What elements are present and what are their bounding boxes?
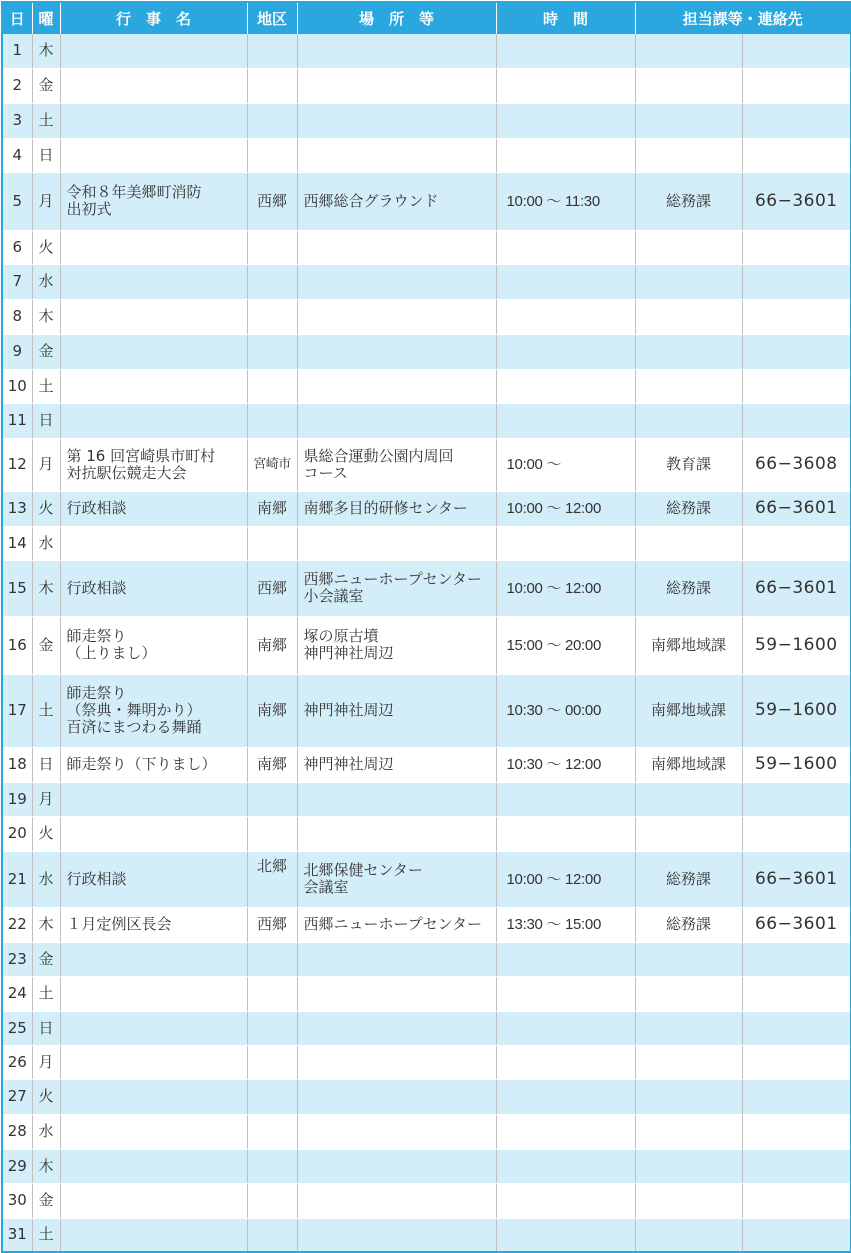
- time-cell: [496, 1149, 635, 1183]
- table-row: [2, 560, 851, 616]
- day-cell: 3: [2, 103, 32, 138]
- area-cell: 南郷: [247, 747, 297, 782]
- weekday-cell: 日: [32, 403, 60, 438]
- place-cell: [297, 942, 496, 976]
- weekday-cell: 日: [32, 138, 60, 172]
- phone-cell: 66−3601: [742, 560, 851, 616]
- phone-cell: 59−1600: [742, 747, 851, 782]
- department-cell: [635, 403, 742, 438]
- day-cell: 6: [2, 230, 32, 264]
- area-cell: [247, 138, 297, 172]
- header-time: 時 間: [496, 2, 635, 34]
- weekday-cell: 木: [32, 299, 60, 334]
- table-row: [2, 782, 851, 816]
- phone-cell: [742, 816, 851, 851]
- phone-cell: 66−3601: [742, 172, 851, 230]
- phone-cell: [742, 1183, 851, 1218]
- place-cell: [297, 34, 496, 68]
- place-cell: [297, 403, 496, 438]
- event-name-cell: [60, 138, 247, 172]
- weekday-cell: 金: [32, 942, 60, 976]
- area-cell: [247, 230, 297, 264]
- event-name-cell: 師走祭り （上りまし）: [60, 616, 247, 674]
- area-cell: 西郷: [247, 560, 297, 616]
- event-name-cell: [60, 299, 247, 334]
- schedule-body: [2, 34, 851, 1252]
- weekday-cell: 月: [32, 172, 60, 230]
- event-name-cell: 師走祭り （祭典・舞明かり） 百済にまつわる舞踊: [60, 674, 247, 747]
- day-cell: 24: [2, 976, 32, 1011]
- place-cell: [297, 68, 496, 103]
- department-cell: 総務課: [635, 172, 742, 230]
- area-cell: [247, 1149, 297, 1183]
- event-name-cell: [60, 942, 247, 976]
- time-cell: [496, 230, 635, 264]
- day-cell: 10: [2, 369, 32, 403]
- day-cell: 2: [2, 68, 32, 103]
- day-cell: 12: [2, 438, 32, 491]
- weekday-cell: 土: [32, 674, 60, 747]
- phone-cell: 59−1600: [742, 616, 851, 674]
- event-name-cell: 行政相談: [60, 851, 247, 907]
- time-cell: [496, 1079, 635, 1114]
- weekday-cell: 月: [32, 1045, 60, 1079]
- event-name-cell: [60, 1218, 247, 1252]
- day-cell: 29: [2, 1149, 32, 1183]
- event-name-cell: [60, 230, 247, 264]
- department-cell: [635, 526, 742, 560]
- place-cell: [297, 1114, 496, 1149]
- day-cell: 22: [2, 907, 32, 942]
- table-row: [2, 1045, 851, 1079]
- weekday-cell: 水: [32, 264, 60, 299]
- phone-cell: [742, 230, 851, 264]
- department-cell: [635, 1149, 742, 1183]
- header-day: 日: [2, 2, 32, 34]
- time-cell: 10:00 ～ 12:00: [496, 851, 635, 907]
- event-name-cell: [60, 103, 247, 138]
- department-cell: [635, 103, 742, 138]
- table-row: [2, 138, 851, 172]
- department-cell: 総務課: [635, 560, 742, 616]
- area-cell: [247, 1079, 297, 1114]
- place-cell: 県総合運動公園内周回 コース: [297, 438, 496, 491]
- area-cell: [247, 782, 297, 816]
- event-name-cell: [60, 334, 247, 369]
- place-cell: [297, 976, 496, 1011]
- day-cell: 8: [2, 299, 32, 334]
- department-cell: [635, 264, 742, 299]
- weekday-cell: 金: [32, 334, 60, 369]
- department-cell: [635, 1045, 742, 1079]
- phone-cell: [742, 369, 851, 403]
- time-cell: 10:00 ～ 12:00: [496, 560, 635, 616]
- day-cell: 14: [2, 526, 32, 560]
- day-cell: 26: [2, 1045, 32, 1079]
- time-cell: [496, 299, 635, 334]
- weekday-cell: 月: [32, 438, 60, 491]
- phone-cell: [742, 976, 851, 1011]
- event-name-cell: [60, 1011, 247, 1045]
- area-cell: [247, 369, 297, 403]
- event-name-cell: [60, 34, 247, 68]
- event-name-cell: [60, 1045, 247, 1079]
- place-cell: [297, 230, 496, 264]
- phone-cell: [742, 1114, 851, 1149]
- table-row: [2, 1079, 851, 1114]
- time-cell: 10:00 ～ 12:00: [496, 491, 635, 526]
- place-cell: [297, 782, 496, 816]
- time-cell: 10:30 ～ 12:00: [496, 747, 635, 782]
- place-cell: 神門神社周辺: [297, 747, 496, 782]
- table-row: [2, 68, 851, 103]
- table-row: [2, 264, 851, 299]
- time-cell: [496, 103, 635, 138]
- area-cell: [247, 334, 297, 369]
- phone-cell: [742, 299, 851, 334]
- place-cell: 塚の原古墳 神門神社周辺: [297, 616, 496, 674]
- table-row: [2, 299, 851, 334]
- department-cell: [635, 230, 742, 264]
- weekday-cell: 土: [32, 1218, 60, 1252]
- day-cell: 20: [2, 816, 32, 851]
- weekday-cell: 木: [32, 907, 60, 942]
- department-cell: 南郷地域課: [635, 674, 742, 747]
- event-name-cell: [60, 403, 247, 438]
- weekday-cell: 木: [32, 34, 60, 68]
- time-cell: 15:00 ～ 20:00: [496, 616, 635, 674]
- area-cell: [247, 299, 297, 334]
- table-row: [2, 1149, 851, 1183]
- table-row: [2, 103, 851, 138]
- department-cell: [635, 68, 742, 103]
- area-cell: 西郷: [247, 172, 297, 230]
- day-cell: 28: [2, 1114, 32, 1149]
- time-cell: [496, 369, 635, 403]
- area-cell: 宮崎市: [247, 438, 297, 491]
- department-cell: 南郷地域課: [635, 747, 742, 782]
- place-cell: [297, 264, 496, 299]
- area-cell: [247, 1045, 297, 1079]
- weekday-cell: 木: [32, 1149, 60, 1183]
- department-cell: 教育課: [635, 438, 742, 491]
- event-name-cell: [60, 976, 247, 1011]
- event-name-cell: [60, 782, 247, 816]
- day-cell: 23: [2, 942, 32, 976]
- table-row: [2, 616, 851, 674]
- day-cell: 13: [2, 491, 32, 526]
- event-name-cell: [60, 1149, 247, 1183]
- weekday-cell: 日: [32, 1011, 60, 1045]
- weekday-cell: 金: [32, 68, 60, 103]
- phone-cell: [742, 1011, 851, 1045]
- day-cell: 17: [2, 674, 32, 747]
- event-name-cell: 行政相談: [60, 491, 247, 526]
- table-row: [2, 747, 851, 782]
- table-row: [2, 1114, 851, 1149]
- department-cell: 総務課: [635, 491, 742, 526]
- header-place: 場 所 等: [297, 2, 496, 34]
- table-row: [2, 674, 851, 747]
- time-cell: [496, 138, 635, 172]
- weekday-cell: 土: [32, 369, 60, 403]
- header-weekday: 曜: [32, 2, 60, 34]
- time-cell: 10:30 ～ 00:00: [496, 674, 635, 747]
- time-cell: [496, 403, 635, 438]
- table-row: [2, 438, 851, 491]
- event-name-cell: [60, 526, 247, 560]
- time-cell: [496, 334, 635, 369]
- day-cell: 4: [2, 138, 32, 172]
- place-cell: 北郷保健センター 会議室: [297, 851, 496, 907]
- phone-cell: 66−3601: [742, 491, 851, 526]
- area-cell: 西郷: [247, 907, 297, 942]
- event-name-cell: １月定例区長会: [60, 907, 247, 942]
- day-cell: 21: [2, 851, 32, 907]
- phone-cell: [742, 68, 851, 103]
- phone-cell: [742, 34, 851, 68]
- department-cell: 総務課: [635, 851, 742, 907]
- time-cell: [496, 816, 635, 851]
- event-name-cell: 令和８年美郷町消防 出初式: [60, 172, 247, 230]
- place-cell: [297, 1011, 496, 1045]
- phone-cell: 59−1600: [742, 674, 851, 747]
- weekday-cell: 金: [32, 1183, 60, 1218]
- day-cell: 19: [2, 782, 32, 816]
- department-cell: 総務課: [635, 907, 742, 942]
- header-area: 地区: [247, 2, 297, 34]
- area-cell: 北郷: [247, 851, 297, 907]
- weekday-cell: 水: [32, 1114, 60, 1149]
- area-cell: 南郷: [247, 616, 297, 674]
- event-name-cell: [60, 1183, 247, 1218]
- department-cell: [635, 942, 742, 976]
- phone-cell: 66−3601: [742, 851, 851, 907]
- header-event: 行 事 名: [60, 2, 247, 34]
- event-name-cell: [60, 264, 247, 299]
- event-name-cell: 師走祭り（下りまし）: [60, 747, 247, 782]
- place-cell: [297, 1149, 496, 1183]
- time-cell: [496, 1183, 635, 1218]
- time-cell: [496, 264, 635, 299]
- phone-cell: [742, 334, 851, 369]
- place-cell: [297, 138, 496, 172]
- department-cell: [635, 1218, 742, 1252]
- department-cell: [635, 34, 742, 68]
- weekday-cell: 火: [32, 1079, 60, 1114]
- department-cell: [635, 138, 742, 172]
- table-row: [2, 1183, 851, 1218]
- area-cell: [247, 68, 297, 103]
- phone-cell: [742, 1079, 851, 1114]
- table-row: [2, 172, 851, 230]
- place-cell: [297, 299, 496, 334]
- time-cell: [496, 1114, 635, 1149]
- area-cell: [247, 103, 297, 138]
- event-name-cell: [60, 1114, 247, 1149]
- place-cell: 南郷多目的研修センター: [297, 491, 496, 526]
- table-row: [2, 334, 851, 369]
- phone-cell: [742, 264, 851, 299]
- weekday-cell: 土: [32, 103, 60, 138]
- place-cell: [297, 334, 496, 369]
- area-cell: [247, 526, 297, 560]
- place-cell: [297, 1045, 496, 1079]
- department-cell: [635, 782, 742, 816]
- day-cell: 11: [2, 403, 32, 438]
- table-row: [2, 851, 851, 907]
- area-cell: [247, 264, 297, 299]
- department-cell: [635, 369, 742, 403]
- area-cell: 南郷: [247, 674, 297, 747]
- table-row: [2, 526, 851, 560]
- place-cell: 西郷ニューホープセンター 小会議室: [297, 560, 496, 616]
- place-cell: [297, 526, 496, 560]
- weekday-cell: 木: [32, 560, 60, 616]
- phone-cell: [742, 942, 851, 976]
- time-cell: [496, 1045, 635, 1079]
- event-name-cell: 行政相談: [60, 560, 247, 616]
- header-contact: 担当課等・連絡先: [635, 2, 851, 34]
- time-cell: [496, 34, 635, 68]
- table-row: [2, 369, 851, 403]
- department-cell: [635, 816, 742, 851]
- day-cell: 5: [2, 172, 32, 230]
- weekday-cell: 金: [32, 616, 60, 674]
- phone-cell: 66−3608: [742, 438, 851, 491]
- table-row: [2, 230, 851, 264]
- area-cell: 南郷: [247, 491, 297, 526]
- day-cell: 15: [2, 560, 32, 616]
- time-cell: [496, 782, 635, 816]
- weekday-cell: 火: [32, 230, 60, 264]
- department-cell: [635, 299, 742, 334]
- department-cell: [635, 976, 742, 1011]
- table-row: [2, 491, 851, 526]
- day-cell: 30: [2, 1183, 32, 1218]
- phone-cell: [742, 1045, 851, 1079]
- day-cell: 27: [2, 1079, 32, 1114]
- event-name-cell: [60, 369, 247, 403]
- place-cell: [297, 103, 496, 138]
- place-cell: 神門神社周辺: [297, 674, 496, 747]
- time-cell: 10:00 ～: [496, 438, 635, 491]
- weekday-cell: 日: [32, 747, 60, 782]
- phone-cell: 66−3601: [742, 907, 851, 942]
- time-cell: [496, 1218, 635, 1252]
- table-row: [2, 907, 851, 942]
- weekday-cell: 火: [32, 491, 60, 526]
- place-cell: [297, 1183, 496, 1218]
- event-name-cell: [60, 1079, 247, 1114]
- table-row: [2, 403, 851, 438]
- area-cell: [247, 942, 297, 976]
- event-schedule-table: [1, 1, 851, 1253]
- table-row: [2, 1218, 851, 1252]
- day-cell: 16: [2, 616, 32, 674]
- day-cell: 31: [2, 1218, 32, 1252]
- phone-cell: [742, 1218, 851, 1252]
- time-cell: 10:00 ～ 11:30: [496, 172, 635, 230]
- time-cell: 13:30 ～ 15:00: [496, 907, 635, 942]
- table-row: [2, 942, 851, 976]
- phone-cell: [742, 782, 851, 816]
- event-name-cell: 第 16 回宮崎県市町村 対抗駅伝競走大会: [60, 438, 247, 491]
- area-cell: [247, 1114, 297, 1149]
- day-cell: 7: [2, 264, 32, 299]
- area-cell: [247, 976, 297, 1011]
- time-cell: [496, 1011, 635, 1045]
- area-cell: [247, 34, 297, 68]
- area-cell: [247, 1218, 297, 1252]
- time-cell: [496, 976, 635, 1011]
- time-cell: [496, 68, 635, 103]
- place-cell: [297, 369, 496, 403]
- department-cell: [635, 1114, 742, 1149]
- phone-cell: [742, 103, 851, 138]
- table-row: [2, 34, 851, 68]
- phone-cell: [742, 526, 851, 560]
- day-cell: 18: [2, 747, 32, 782]
- weekday-cell: 月: [32, 782, 60, 816]
- area-cell: [247, 403, 297, 438]
- table-row: [2, 1011, 851, 1045]
- place-cell: [297, 1079, 496, 1114]
- area-cell: [247, 1011, 297, 1045]
- area-cell: [247, 816, 297, 851]
- weekday-cell: 火: [32, 816, 60, 851]
- weekday-cell: 水: [32, 526, 60, 560]
- place-cell: [297, 816, 496, 851]
- time-cell: [496, 942, 635, 976]
- event-name-cell: [60, 68, 247, 103]
- department-cell: [635, 1011, 742, 1045]
- department-cell: [635, 1183, 742, 1218]
- phone-cell: [742, 1149, 851, 1183]
- time-cell: [496, 526, 635, 560]
- day-cell: 1: [2, 34, 32, 68]
- weekday-cell: 土: [32, 976, 60, 1011]
- department-cell: 南郷地域課: [635, 616, 742, 674]
- place-cell: 西郷ニューホープセンター: [297, 907, 496, 942]
- table-header-row: [2, 2, 851, 34]
- weekday-cell: 水: [32, 851, 60, 907]
- phone-cell: [742, 138, 851, 172]
- phone-cell: [742, 403, 851, 438]
- table-row: [2, 816, 851, 851]
- day-cell: 9: [2, 334, 32, 369]
- department-cell: [635, 334, 742, 369]
- day-cell: 25: [2, 1011, 32, 1045]
- event-name-cell: [60, 816, 247, 851]
- table-row: [2, 976, 851, 1011]
- place-cell: 西郷総合グラウンド: [297, 172, 496, 230]
- area-cell: [247, 1183, 297, 1218]
- place-cell: [297, 1218, 496, 1252]
- department-cell: [635, 1079, 742, 1114]
